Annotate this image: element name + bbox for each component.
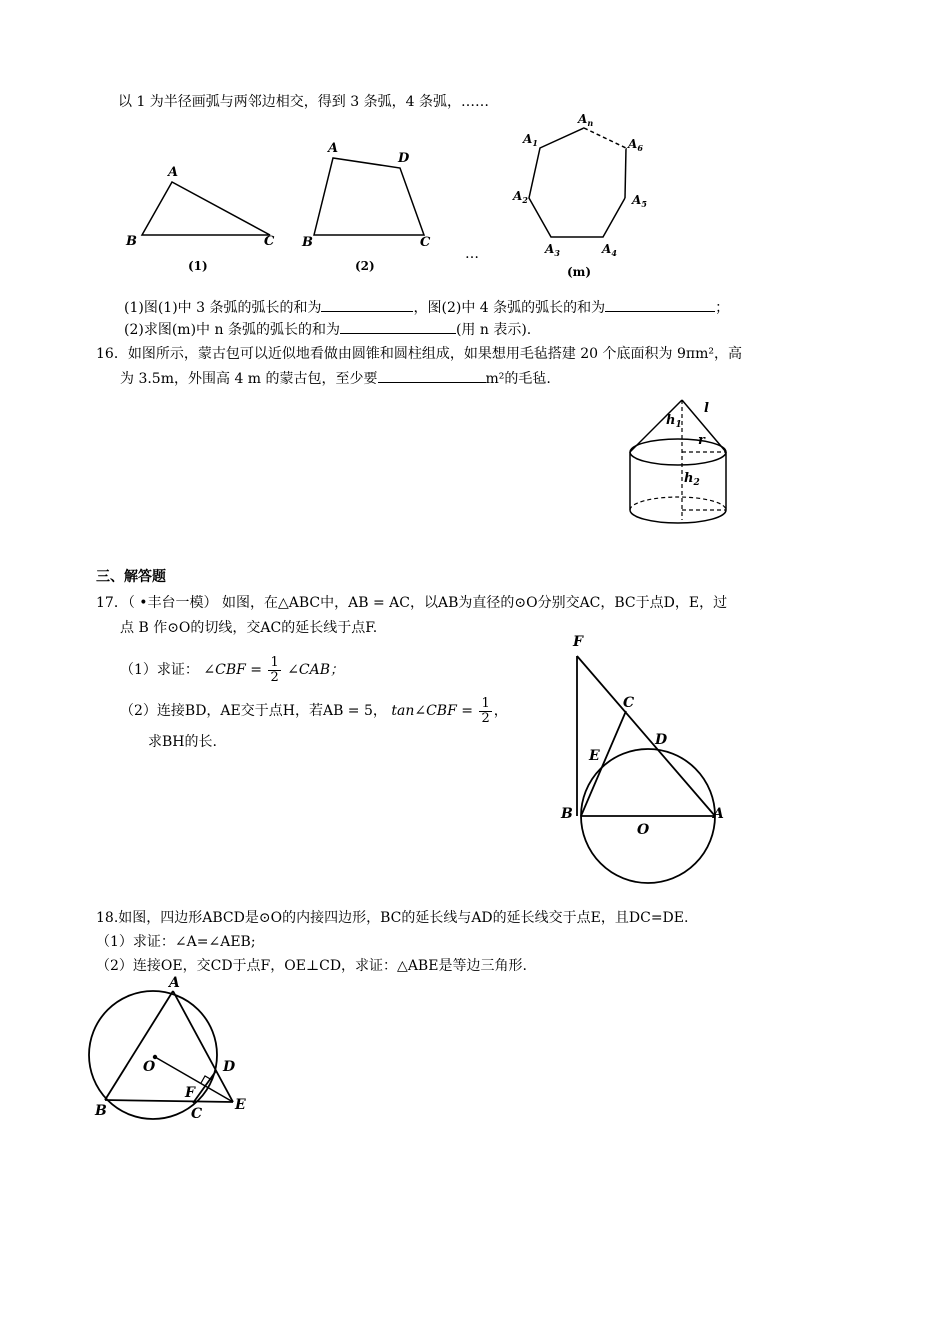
q17-part1-label: （1）求证： — [120, 662, 199, 678]
q17-fig-label-a: A — [713, 806, 724, 822]
q17-part1-fraction: $\frac{1}{2}$ — [270, 654, 279, 685]
yurt-label-h1: $h_1$ — [666, 413, 682, 430]
q18-fig-label-c: C — [191, 1106, 203, 1122]
fig1-label-c: C — [264, 234, 275, 249]
q17-fig-label-f: F — [573, 634, 583, 650]
yurt-label-l: l — [704, 401, 709, 416]
fig3-label-a2: $A_2$ — [513, 189, 528, 205]
fig1-label-b: B — [126, 234, 137, 249]
q17-part2-tan: tan∠CBF = — [391, 703, 473, 719]
q16-line2-text-b: m²的毛毡. — [485, 371, 551, 387]
fig3-label-an: $A_n$ — [578, 112, 594, 128]
q17-part1-rhs: ∠CAB； — [287, 662, 345, 678]
q15-answer-blank-1[interactable] — [321, 297, 413, 312]
q18-fig-label-f: F — [185, 1085, 195, 1101]
fig2-label-d: D — [398, 151, 410, 166]
fig3-label-a5: $A_5$ — [632, 193, 647, 209]
fig2-label-b: B — [302, 235, 313, 250]
q18-line3: （2）连接OE，交CD于点F，OE⊥CD，求证：△ABE是等边三角形. — [96, 958, 527, 974]
q17-part2-fraction: $\frac{1}{2}$ — [481, 695, 490, 726]
q18-fig-label-o: O — [143, 1059, 156, 1075]
fig3-label-a4: $A_4$ — [602, 242, 617, 258]
q17-circle-figure — [555, 630, 745, 890]
fig2-label-c: C — [420, 235, 431, 250]
q16-line1: 16．如图所示，蒙古包可以近似地看做由圆锥和圆柱组成，如果想用毛毡搭建 20 个底面积为 9πm²，高 — [96, 346, 742, 362]
q15-figure-1-triangle — [120, 160, 290, 280]
fig3-label-a1: $A_1$ — [523, 132, 538, 148]
q17-part1-lhs: ∠CBF = — [203, 662, 262, 678]
section-heading: 三、解答题 — [96, 569, 166, 585]
q17-line1: 17．（ •丰台一模） 如图，在△ABC中，AB = AC，以AB为直径的⊙O分别交AC，BC于点D，E，过 — [96, 595, 728, 611]
fig3-label-a6: $A_6$ — [628, 137, 643, 153]
q15-intro: 以 1 为半径画弧与两邻边相交，得到 3 条弧，4 条弧，…… — [118, 94, 489, 110]
q17-line2: 点 B 作⊙O的切线，交AC的延长线于点F. — [120, 620, 378, 636]
q17-part2: （2）连接BD，AE交于点H，若AB = 5， tan∠CBF = $\frac{1}{2}$ ， — [120, 695, 508, 726]
q18-line2: （1）求证：∠A=∠AEB; — [96, 934, 256, 950]
yurt-label-r: r — [698, 433, 705, 448]
q15-figures-ellipsis: … — [465, 246, 479, 262]
fig3-label-a3: $A_3$ — [545, 242, 560, 258]
q16-line2-text-a: 为 3.5m，外围高 4 m 的蒙古包，至少要 — [120, 371, 378, 387]
q16-yurt-figure — [620, 390, 750, 540]
q17-fig-label-c: C — [623, 695, 635, 711]
q18-line1: 18.如图，四边形ABCD是⊙O的内接四边形，BC的延长线与AD的延长线交于点E，且DC=DE. — [96, 910, 689, 926]
q17-fig-label-o: O — [637, 822, 650, 838]
q17-part2-line2: 求BH的长. — [148, 734, 217, 750]
q15-part2-text-b: (用 n 表示). — [455, 322, 532, 338]
fig2-label-a: A — [328, 141, 339, 156]
q18-fig-label-b: B — [95, 1103, 107, 1119]
q15-part2 — [124, 319, 531, 340]
q15-part1-text-a: (1)图(1)中 3 条弧的弧长的和为 — [124, 300, 322, 316]
q17-fig-label-d: D — [655, 732, 668, 748]
q18-fig-label-e: E — [235, 1097, 246, 1113]
yurt-label-h2: $h_2$ — [684, 471, 700, 488]
q15-answer-blank-3[interactable] — [340, 319, 456, 334]
fig3-caption: (m) — [567, 265, 592, 279]
q18-fig-label-a: A — [169, 975, 180, 991]
q15-part1-text-c: ； — [715, 300, 730, 316]
q18-fig-label-d: D — [223, 1059, 236, 1075]
q15-part1 — [124, 297, 729, 318]
q15-part1-text-b: ，图(2)中 4 条弧的弧长的和为 — [413, 300, 606, 316]
q16-answer-blank[interactable] — [378, 368, 486, 383]
q16-line2 — [120, 368, 551, 389]
q15-answer-blank-2[interactable] — [605, 297, 715, 312]
fig1-label-a: A — [168, 165, 179, 180]
fig1-caption: (1) — [188, 259, 208, 273]
q15-figure-2-quadrilateral — [300, 140, 450, 280]
q18-circle-figure — [85, 975, 265, 1125]
fig2-caption: (2) — [355, 259, 375, 273]
q17-fig-label-e: E — [589, 748, 600, 764]
q17-fig-label-b: B — [561, 806, 573, 822]
q17-part1 — [120, 655, 344, 685]
q15-figure-m-polygon — [505, 110, 665, 280]
q17-part2-label: （2）连接BD，AE交于点H，若AB = 5， — [120, 703, 387, 719]
q15-part2-text-a: (2)求图(m)中 n 条弧的弧长的和为 — [124, 322, 340, 338]
